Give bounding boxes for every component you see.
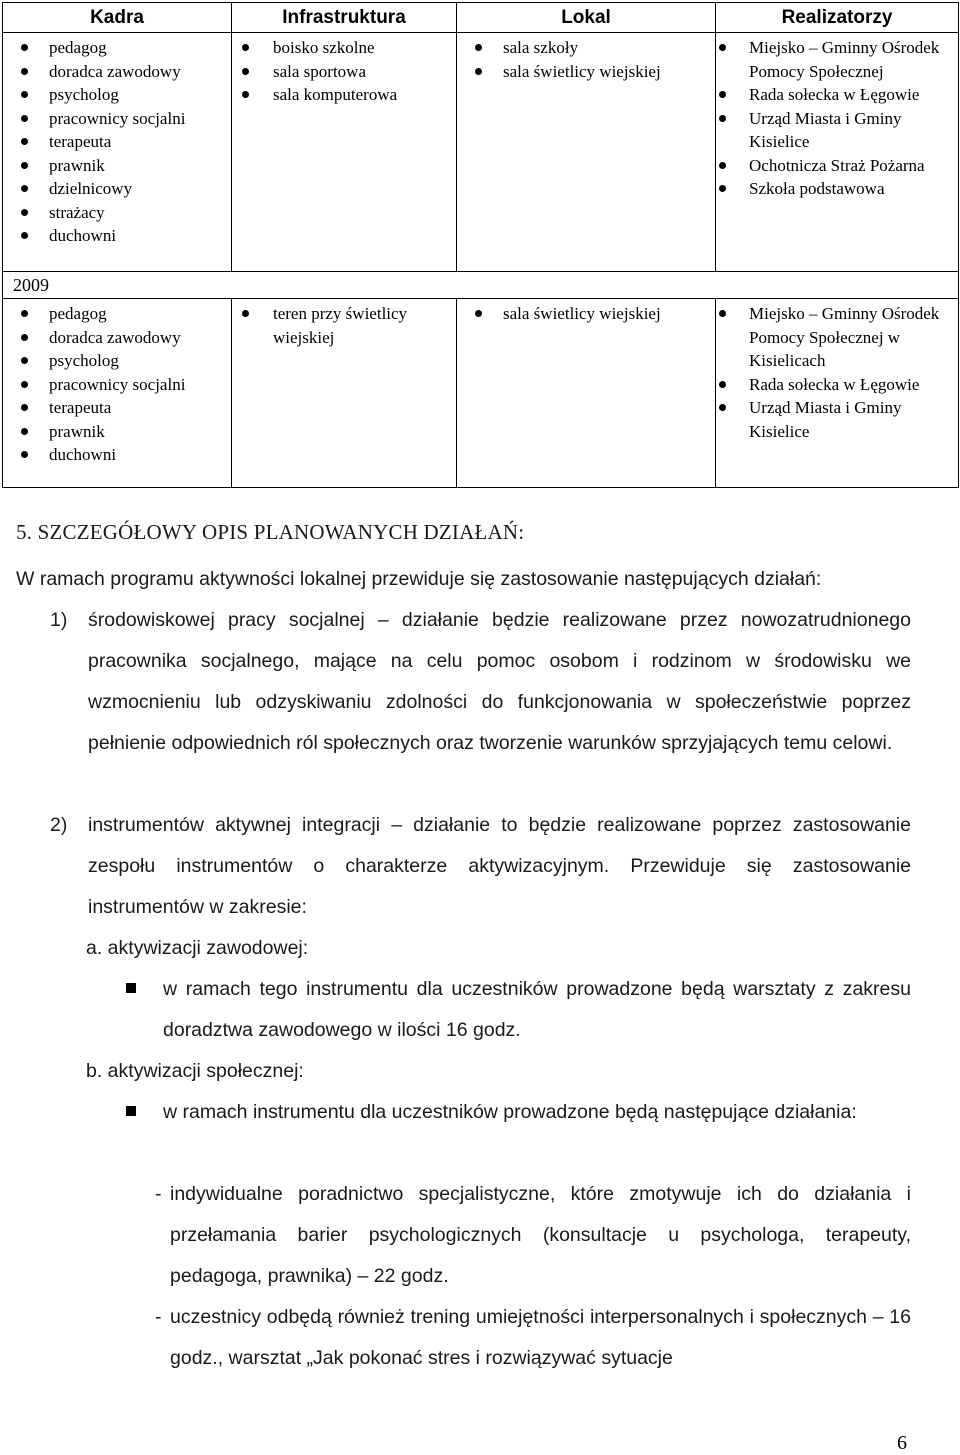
list-item: Urząd Miasta i Gminy Kisielice [716, 396, 958, 443]
list-item: teren przy świetlicy wiejskiej [232, 302, 456, 349]
cell-realizatorzy [716, 299, 959, 488]
header-kadra: Kadra [3, 3, 232, 33]
table-row [3, 299, 959, 488]
list-item: doradca zawodowy [3, 60, 231, 84]
list-item: sala szkoły [457, 36, 715, 60]
header-lokal: Lokal [457, 3, 716, 33]
subitem-text: w ramach instrumentu dla uczestników prowadzone będą następujące działania: [163, 1101, 857, 1123]
subitem-label: a. aktywizacji zawodowej: [86, 937, 309, 959]
resources-table [2, 2, 959, 488]
list-item: prawnik [3, 154, 231, 178]
cell-lokal [457, 299, 716, 488]
subitem-text: w ramach tego instrumentu dla uczestników prowadzone będą warsztaty z zakresu doradztwa zawodowego w ilości 16 godz. [163, 978, 911, 1041]
dash-item-text: indywidualne poradnictwo specjalistyczne, które zmotywuje ich do działania i przełamania barier psychologicznych (konsultacje u psychologa, terapeuty, pedagoga, prawnika) – 22 godz. [170, 1183, 911, 1287]
dash-bullet-icon: - [155, 1306, 162, 1328]
list-item: Szkoła podstawowa [716, 177, 958, 201]
cell-kadra [3, 33, 232, 272]
table-header-row [3, 3, 959, 33]
list-item: psycholog [3, 349, 231, 373]
list-item: terapeuta [3, 130, 231, 154]
cell-kadra [3, 299, 232, 488]
list-item: prawnik [3, 420, 231, 444]
list-item: terapeuta [3, 396, 231, 420]
list-item: pedagog [3, 302, 231, 326]
list-item: Miejsko – Gminny Ośrodek Pomocy Społecznej w Kisielicach [716, 302, 958, 373]
cell-realizatorzy [716, 33, 959, 272]
list-item: sala świetlicy wiejskiej [457, 302, 715, 326]
list-item: pracownicy socjalni [3, 107, 231, 131]
list-item: Miejsko – Gminny Ośrodek Pomocy Społecznej [716, 36, 958, 83]
header-realizatorzy: Realizatorzy [716, 3, 959, 33]
cell-infrastruktura [232, 299, 457, 488]
list-item: strażacy [3, 201, 231, 225]
list-item: sala sportowa [232, 60, 456, 84]
dash-item-text: uczestnicy odbędą również trening umiejętności interpersonalnych i społecznych – 16 godz., warsztat „Jak pokonać stres i rozwiązywać sytuacje [170, 1306, 911, 1369]
table-row-year [3, 272, 959, 299]
list-item: duchowni [3, 224, 231, 248]
dash-bullet-icon: - [155, 1183, 162, 1205]
list-item: sala komputerowa [232, 83, 456, 107]
list-item: doradca zawodowy [3, 326, 231, 350]
page-number: 6 [897, 1432, 907, 1454]
cell-lokal [457, 33, 716, 272]
section-intro: W ramach programu aktywności lokalnej przewiduje się zastosowanie następujących działań: [16, 568, 822, 590]
list-item: duchowni [3, 443, 231, 467]
cell-infrastruktura [232, 33, 457, 272]
list-item: Rada sołecka w Łęgowie [716, 373, 958, 397]
item-number: 2) [50, 814, 68, 836]
list-item: Rada sołecka w Łęgowie [716, 83, 958, 107]
item-number: 1) [50, 609, 68, 631]
list-item: pracownicy socjalni [3, 373, 231, 397]
list-item: Urząd Miasta i Gminy Kisielice [716, 107, 958, 154]
list-item: pedagog [3, 36, 231, 60]
list-item: dzielnicowy [3, 177, 231, 201]
list-item: Ochotnicza Straż Pożarna [716, 154, 958, 178]
header-infrastruktura: Infrastruktura [232, 3, 457, 33]
list-item: sala świetlicy wiejskiej [457, 60, 715, 84]
square-bullet-icon [126, 983, 136, 993]
square-bullet-icon [126, 1106, 136, 1116]
table-row [3, 33, 959, 272]
list-item: psycholog [3, 83, 231, 107]
list-item: boisko szkolne [232, 36, 456, 60]
section-heading: 5. SZCZEGÓŁOWY OPIS PLANOWANYCH DZIAŁAŃ: [16, 520, 525, 544]
year-label: 2009 [3, 272, 959, 299]
item-text: instrumentów aktywnej integracji – działanie to będzie realizowane poprzez zastosowanie zespołu instrumentów o charakterze aktywizacyjnym. Przewiduje się zastosowanie instrumentów w zakresie: [88, 814, 911, 918]
subitem-label: b. aktywizacji społecznej: [86, 1060, 304, 1082]
item-text: środowiskowej pracy socjalnej – działanie będzie realizowane przez nowozatrudnionego pracownika socjalnego, mające na celu pomoc osobom i rodzinom w środowisku we wzmocnieniu lub odzyskiwaniu zdolności do funkcjonowania w społeczeństwie poprzez pełnienie odpowiednich ról społecznych oraz tworzenie warunków sprzyjających temu celowi. [88, 609, 911, 754]
